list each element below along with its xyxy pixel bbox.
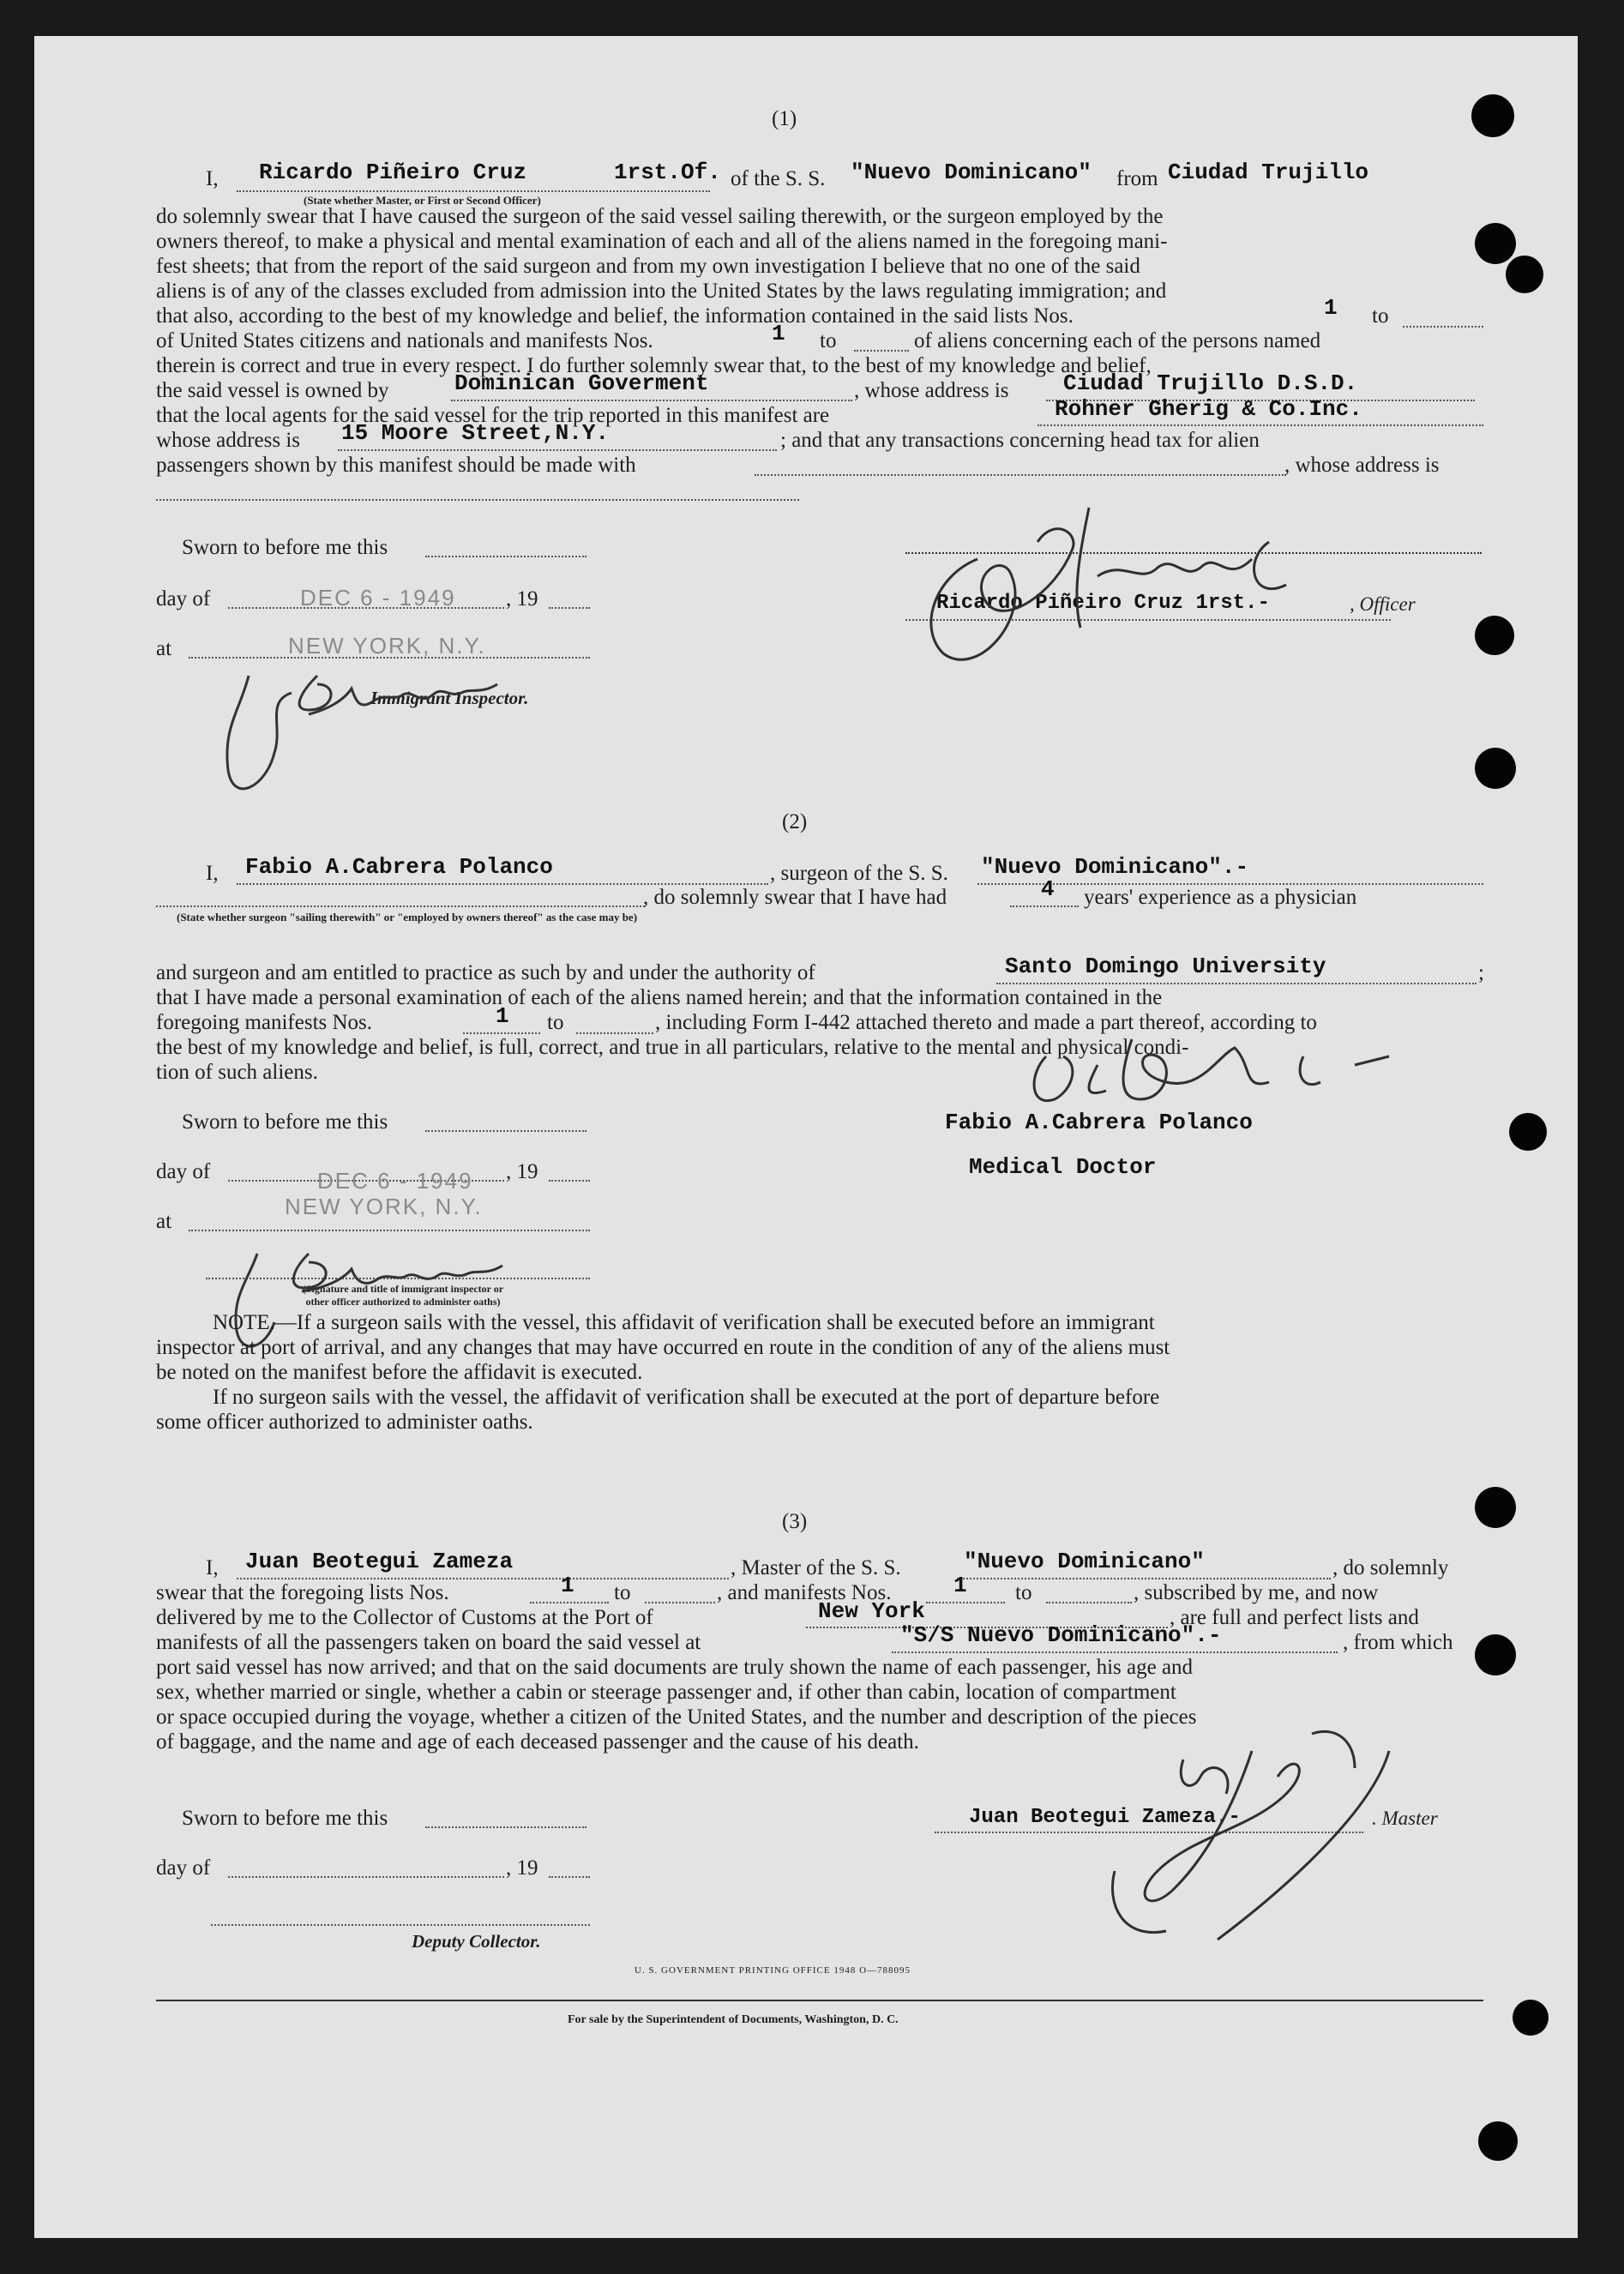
of-the-ss: of the S. S. [731,167,826,190]
note-paragraph [156,1310,1483,1435]
fill-line [935,1832,1363,1833]
deputy-caption: Deputy Collector. [412,1931,541,1952]
paragraph-line: port said vessel has now arrived; and that on the said documents are truly shown the name of each passenger, his age and [156,1656,1194,1679]
to-label: to [820,329,837,352]
surgeon-name: Fabio A.Cabrera Polanco [245,854,553,880]
at-label: at [156,1210,172,1233]
manifests-no: 1 [496,1003,509,1029]
master-name: Juan Beotegui Zameza [245,1549,514,1574]
passengers-line: passengers shown by this manifest should be made with [156,454,636,477]
year-label: , 19 [506,1856,538,1880]
officer-caption: , Officer [1350,593,1416,615]
date-stamp: DEC 6 - 1949 [317,1168,473,1194]
paragraph-line: aliens is of any of the classes excluded from admission into the United States by the laws regulating immigration; and [156,280,1167,303]
sworn-label: Sworn to before me this [182,1807,388,1830]
authority-line: and surgeon and am entitled to practice as such by and under the authority of [156,961,815,984]
lists-line: swear that the foregoing lists Nos. [156,1581,449,1604]
manifests-no: 1 [772,321,785,346]
collector-line: delivered by me to the Collector of Customs at the Port of [156,1606,653,1629]
rank-instruction: (State whether Master, or First or Second Officer) [304,194,541,207]
punch-hole [1509,1113,1547,1151]
place-stamp: NEW YORK, N.Y. [288,633,486,659]
section-number-2: (2) [782,810,808,833]
fill-line [1038,424,1483,426]
year-label: , 19 [506,1160,538,1183]
agents-line: that the local agents for the said vessel for the trip reported in this manifest are [156,404,830,427]
place-stamp: NEW YORK, N.Y. [285,1194,483,1219]
lists-no: 1 [561,1573,574,1598]
paragraph-line: do solemnly swear that I have caused the surgeon of the said vessel sailing therewith, or the surgeon employed by the [156,205,1164,228]
master-caption: . Master [1372,1808,1438,1829]
fill-line [425,1130,586,1132]
full-lists: , are full and perfect lists and [1170,1606,1419,1629]
to-label: to [547,1011,564,1034]
swear-text: , do solemnly swear that I have had [643,886,947,909]
from-which: , from which [1343,1631,1453,1654]
master-of: , Master of the S. S. [731,1556,901,1579]
port: New York [818,1598,925,1624]
officer-signature [883,482,1329,688]
at-label: at [156,637,172,660]
semicolon: ; [1478,961,1484,984]
note-line: be noted on the manifest before the affidavit is executed. [156,1361,643,1384]
vessel-name: "Nuevo Dominicano" [964,1549,1205,1574]
note-line: If no surgeon sails with the vessel, the affidavit of verification shall be executed at the port of departure before [213,1386,1160,1409]
printing-office: U. S. GOVERNMENT PRINTING OFFICE 1948 O—788095 [635,1965,911,1976]
officer-signed: Ricardo Piñeiro Cruz 1rst.- [936,592,1270,615]
agents: Rohner Gherig & Co.Inc. [1055,396,1362,422]
caption-line: (Signature and title of immigrant inspector or [302,1283,504,1295]
solemnly: , do solemnly [1332,1556,1449,1579]
fill-line [237,1578,729,1579]
officer-name: Ricardo Piñeiro Cruz [259,159,527,185]
sworn-label: Sworn to before me this [182,1110,388,1134]
fill-line [425,556,586,557]
vessel-name: "Nuevo Dominicano".- [981,854,1249,880]
fill-line [530,1602,609,1603]
fill-line [1403,326,1483,328]
to-label: to [1015,1581,1032,1604]
fill-line [451,400,852,401]
paragraph-line: fest sheets; that from the report of the said surgeon and from my own investigation I believe that no one of the said [156,255,1140,278]
owner-address: Ciudad Trujillo D.S.D. [1063,370,1358,396]
from-port: Ciudad Trujillo [1168,159,1369,185]
examination-line: that I have made a personal examination of each of the aliens named herein; and that the information contained in the [156,986,1163,1009]
punch-hole [1513,2000,1549,2036]
punch-hole [1478,2121,1518,2161]
inspector-signature-1 [189,641,549,813]
lists-no: 1 [1324,295,1338,321]
surgeon-title: Medical Doctor [969,1154,1157,1180]
to-label: to [614,1581,631,1604]
vessel-name: "Nuevo Dominicano" [851,159,1092,185]
whose-address: , whose address is [1284,454,1440,477]
section-number-1: (1) [772,107,797,130]
fill-line [549,1876,590,1878]
authority: Santo Domingo University [1005,954,1326,979]
agents-address: 15 Moore Street,N.Y. [341,420,610,446]
lead-i: I, [206,167,219,190]
fill-line [338,449,777,451]
fill-line [996,983,1477,984]
fill-line [228,1876,504,1878]
fill-line [905,619,1391,621]
lead-i: I, [206,1556,219,1579]
fill-line [549,607,590,609]
and-manifests: , and manifests Nos. [717,1581,892,1604]
foregoing-line: foregoing manifests Nos. [156,1011,373,1034]
fill-line [156,905,645,907]
fill-line [1010,905,1079,907]
day-of-label: day of [156,587,211,611]
fill-line [425,1826,586,1828]
punch-hole [1506,256,1543,293]
aliens-line: tion of such aliens. [156,1061,318,1084]
day-of-label: day of [156,1856,211,1880]
surgeon-of: , surgeon of the S. S. [770,862,948,885]
fill-line [755,474,1286,476]
lead-i: I, [206,862,219,885]
paragraph-line: owners thereof, to make a physical and mental examination of each and all of the aliens named in the foregoing mani- [156,230,1168,253]
caption-line: other officer authorized to administer oaths) [305,1296,501,1308]
fill-line [1046,1602,1132,1603]
from-label: from [1116,167,1158,190]
date-stamp: DEC 6 - 1949 [300,585,456,611]
punch-hole [1475,1487,1516,1528]
fill-line [957,1578,1331,1579]
paragraph-line: of baggage, and the name and age of each deceased passenger and the cause of his death. [156,1730,919,1754]
fill-line [854,350,909,352]
subscribed: , subscribed by me, and now [1134,1581,1379,1604]
therein-line: therein is correct and true in every respect. I do further solemnly swear that, to the best of my knowledge and belief, [156,354,1152,377]
fill-line [211,1924,590,1926]
fill-line [576,1032,653,1034]
paragraph-line: or space occupied during the voyage, whether a citizen of the United States, and the number and description of the pieces [156,1706,1197,1729]
footer-rule [156,2000,1483,2001]
officer-signature-line [905,552,1482,554]
fill-line [549,1180,590,1182]
signature-caption [223,1283,583,1308]
years-tail: years' experience as a physician [1084,886,1357,909]
owned-line: the said vessel is owned by [156,379,389,402]
boarded-at: "S/S Nuevo Dominicano".- [900,1622,1222,1648]
punch-hole [1475,748,1516,789]
for-sale: For sale by the Superintendent of Documents, Washington, D. C. [568,2013,899,2026]
officer-rank: 1rst.Of. [614,159,721,185]
knowledge-line: the best of my knowledge and belief, is full, correct, and true in all particulars, relative to the mental and physical condi- [156,1036,1189,1059]
sworn-label: Sworn to before me this [182,536,388,559]
fill-line [156,499,799,501]
fill-line [926,1602,1005,1603]
fill-line [206,1278,590,1279]
fill-line [237,190,710,192]
master-signed: Juan Beotegui Zameza.- [969,1806,1241,1829]
form-text: , including Form I-442 attached thereto and made a part thereof, according to [655,1011,1317,1034]
note-line: some officer authorized to administer oaths. [156,1411,533,1434]
note-line: NOTE.—If a surgeon sails with the vessel, this affidavit of verification shall be executed before an immigrant [213,1311,1155,1334]
fill-line [463,1032,540,1034]
year-label: , 19 [506,587,538,611]
note-line: inspector at port of arrival, and any changes that may have occurred en route in the condition of any of the aliens must [156,1336,1170,1359]
manifests-line: of United States citizens and nationals and manifests Nos. [156,329,653,352]
aliens-tail: of aliens concerning each of the persons named [914,329,1321,352]
years-value: 4 [1041,876,1055,902]
punch-hole [1475,616,1514,655]
lists-line: that also, according to the best of my knowledge and belief, the information contained in the said lists Nos. [156,304,1074,328]
manifests-no: 1 [953,1573,967,1598]
owner: Dominican Goverment [454,370,709,396]
surgeon-instruction: (State whether surgeon "sailing therewith" or "employed by owners thereof" as the case may be) [177,911,638,923]
inspector-caption: Immigrant Inspector. [370,688,529,708]
punch-hole [1471,94,1514,137]
fill-line [645,1602,715,1603]
to-label: to [1372,304,1389,328]
fill-line [892,1651,1338,1653]
head-tax: ; and that any transactions concerning head tax for alien [780,429,1260,452]
surgeon-signed: Fabio A.Cabrera Polanco [945,1110,1253,1135]
whose-address: , whose address is [854,379,1009,402]
section-number-3: (3) [782,1510,808,1533]
manifest-affidavit-page [34,36,1578,2238]
day-of-label: day of [156,1160,211,1183]
boarded-line: manifests of all the passengers taken on board the said vessel at [156,1631,701,1654]
section1-paragraph [156,204,1483,304]
fill-line [189,1230,590,1231]
paragraph-line: sex, whether married or single, whether a cabin or steerage passenger and, if other than cabin, location of compartment [156,1681,1176,1704]
agents-address-line: whose address is [156,429,301,452]
section3-paragraph [156,1655,1483,1754]
